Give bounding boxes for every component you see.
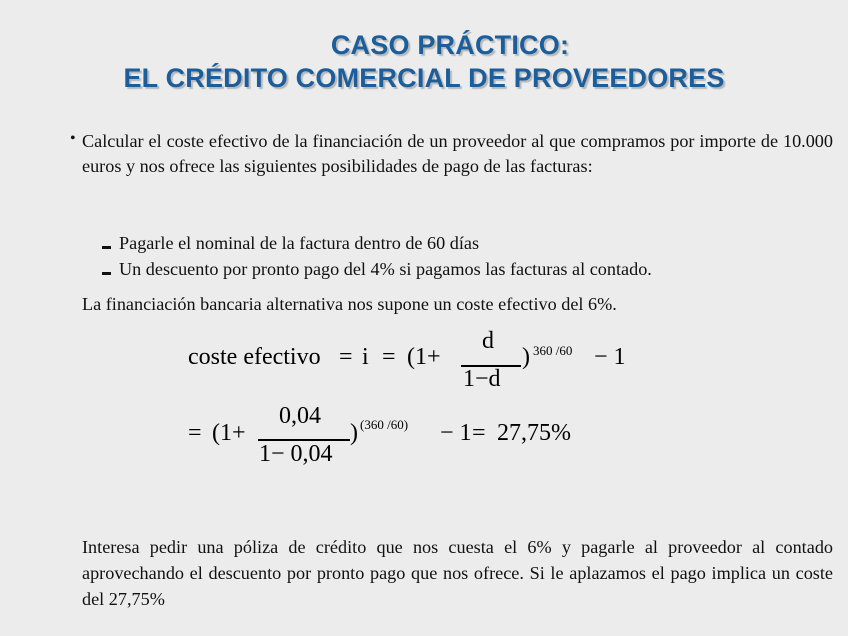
- intro-paragraph: Calcular el coste efectivo de la financiación de un proveedor al que compramos por importe de 10.000 euros y nos ofrece las siguientes posibilidades de pago de las facturas:: [82, 131, 833, 176]
- fraction-numerator: 0,04: [279, 403, 321, 429]
- formula-equals: =: [382, 344, 396, 370]
- dash-bullet-icon: [102, 246, 111, 249]
- fraction-denominator: 1−d: [463, 366, 501, 392]
- formula-exponent: (360 /60): [360, 417, 409, 432]
- formula-i: i: [362, 344, 369, 370]
- fraction-denominator: 1− 0,04: [259, 441, 333, 467]
- formula-open-paren: (1+: [212, 420, 246, 446]
- option-item-2: [102, 257, 652, 282]
- formula-minus-one: − 1: [440, 420, 472, 446]
- formula-equals: =: [472, 420, 486, 446]
- dash-bullet-icon: [102, 272, 111, 275]
- slide-title-line1: CASO PRÁCTICO:: [330, 30, 570, 60]
- slide-title-line2: EL CRÉDITO COMERCIAL DE PROVEEDORES: [123, 63, 725, 93]
- formula-close-paren: ): [522, 344, 530, 370]
- option-text: Pagarle el nominal de la factura dentro de 60 días: [119, 233, 480, 253]
- formula-open-paren: (1+: [407, 344, 441, 370]
- option-item-1: [102, 231, 479, 256]
- formula-equals: =: [188, 420, 202, 446]
- conclusion-paragraph: Interesa pedir una póliza de crédito que nos cuesta el 6% y pagarle al proveedor al contado aprovechando el descuento por pronto pago que nos ofrece. Si le aplazamos el pago implica un coste del 27,75%: [82, 537, 833, 609]
- bullet-icon: •: [70, 130, 76, 147]
- formula-minus-one: − 1: [594, 344, 626, 370]
- fraction-numerator: d: [482, 328, 494, 354]
- alternative-financing-text: La financiación bancaria alternativa nos supone un coste efectivo del 6%.: [82, 294, 617, 314]
- formula-exponent: 360 /60: [533, 343, 573, 358]
- formula-close-paren: ): [350, 420, 358, 446]
- formula-result: 27,75%: [497, 420, 571, 446]
- formula-lhs: coste efectivo: [188, 344, 321, 370]
- option-text: Un descuento por pronto pago del 4% si pagamos las facturas al contado.: [119, 259, 652, 279]
- formula-equals: =: [339, 344, 353, 370]
